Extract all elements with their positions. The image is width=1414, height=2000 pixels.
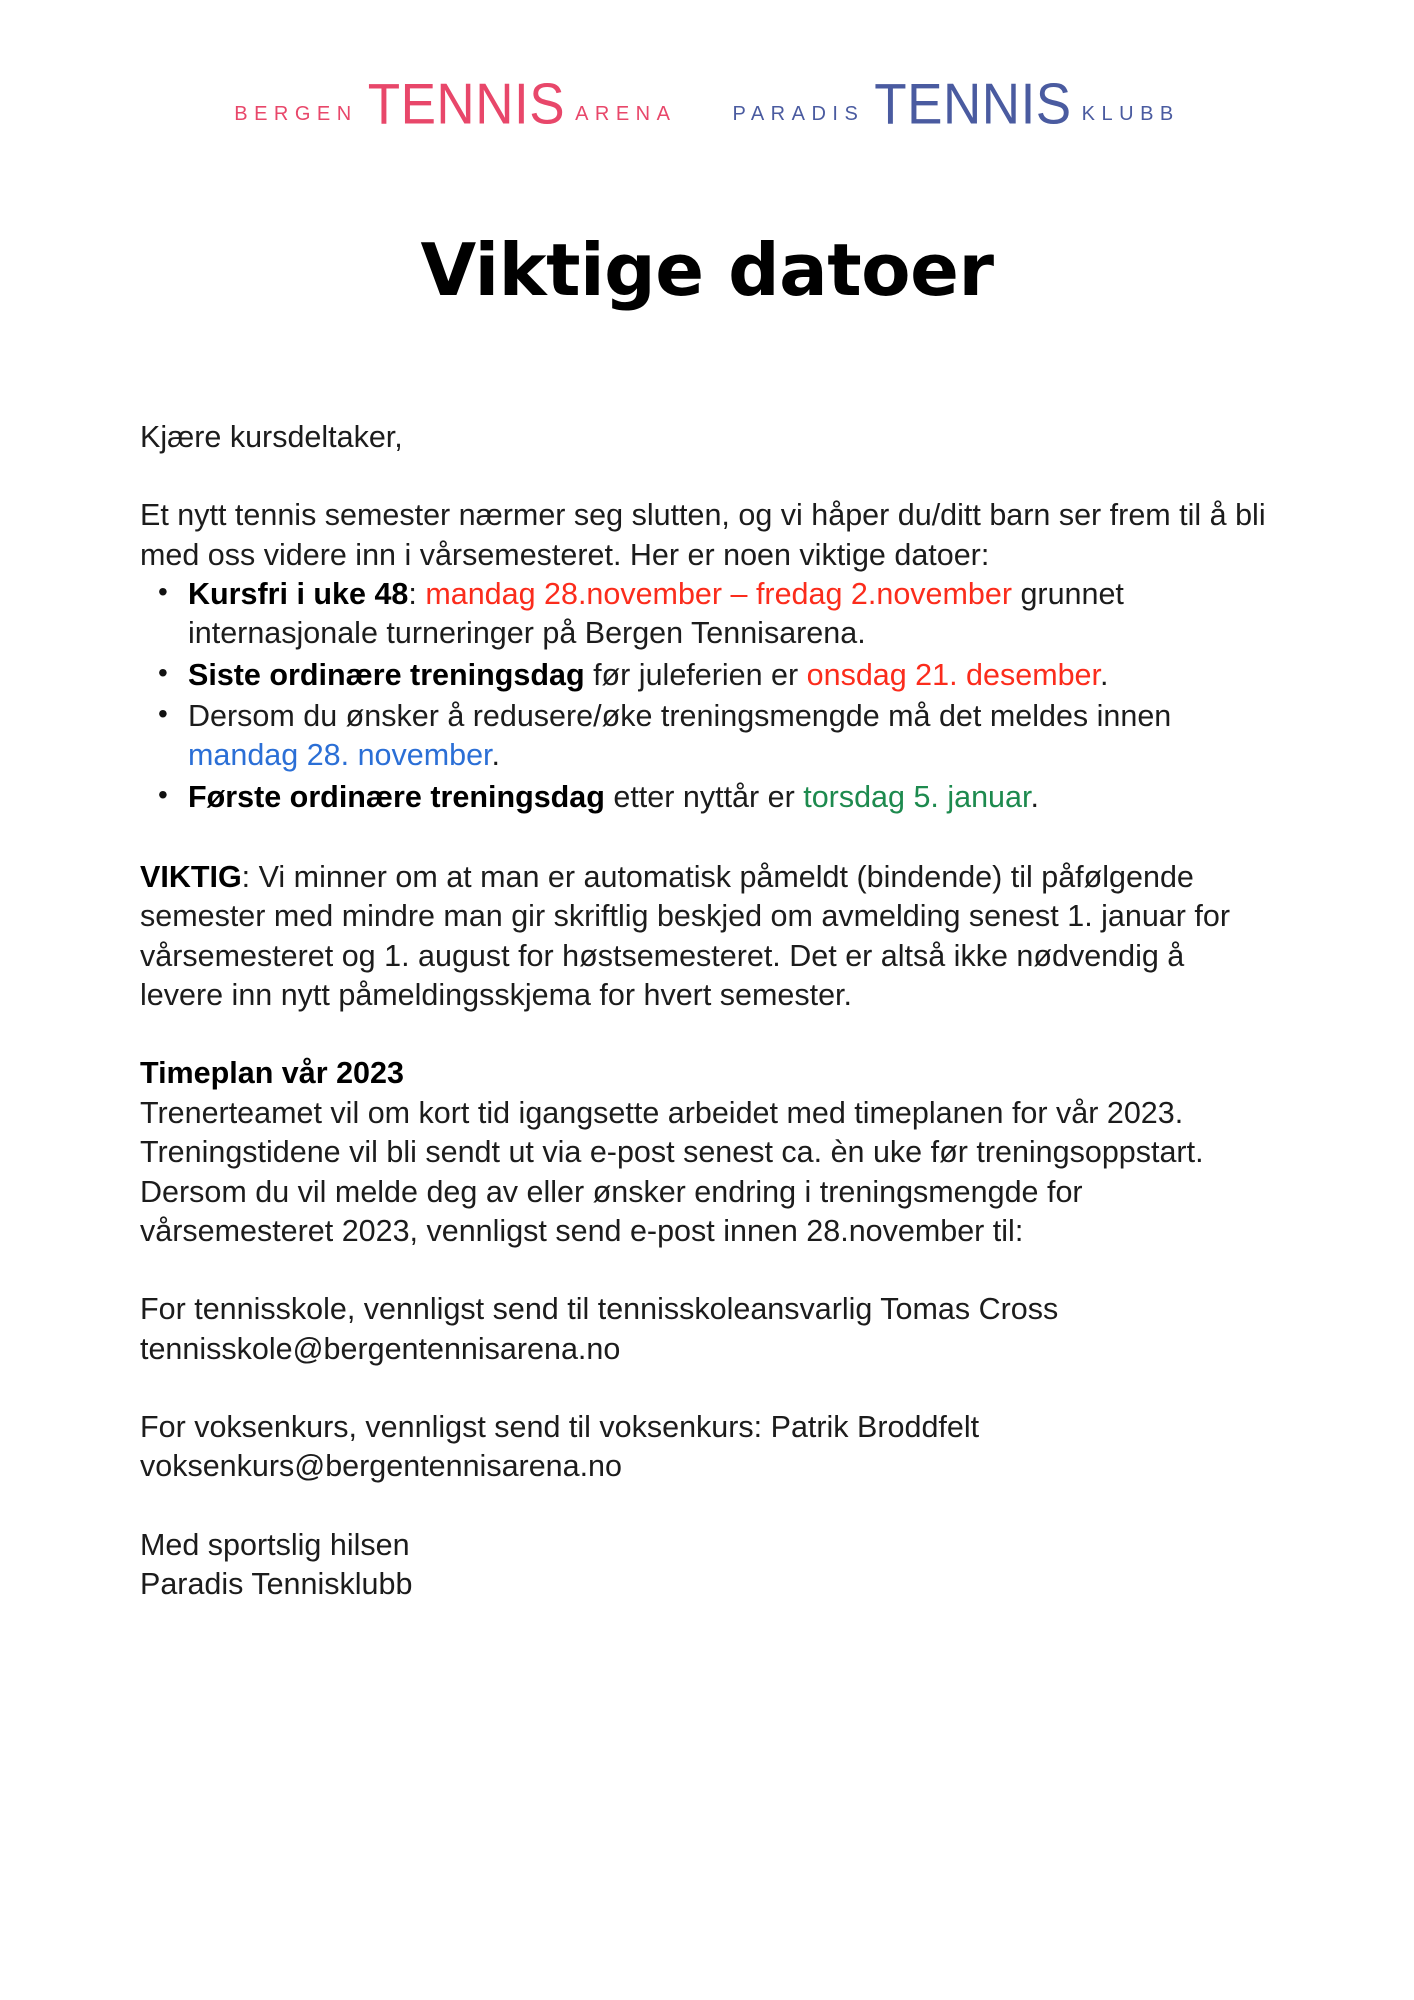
spacer (140, 1487, 1275, 1526)
contact-voksenkurs-line: For voksenkurs, vennligst send til voksenkurs: Patrik Broddfelt (140, 1409, 980, 1444)
logo-paradis-tennis-klubb (732, 72, 1180, 137)
list-item (140, 697, 1275, 776)
bullet-3-lead: etter nyttår er (613, 779, 804, 814)
list-item (140, 656, 1275, 695)
bullet-2-lead: Dersom du ønsker å redusere/øke treningsmengde må det meldes innen (188, 699, 1172, 734)
bullet-1-bold: Siste ordinære treningsdag (188, 657, 585, 692)
contact-tennisskole-email[interactable]: tennisskole@bergentennisarena.no (140, 1331, 621, 1366)
logo-bergen-suffix-text: ARENA (575, 103, 677, 125)
logo-bergen-prefix-text: BERGEN (234, 103, 358, 125)
document-body (140, 418, 1275, 1604)
key-dates-list (140, 575, 1275, 817)
bullet-1-tail: . (1100, 657, 1109, 692)
bullet-0-date: mandag 28.november – fredag 2.november (425, 577, 1012, 612)
greeting-line: Kjære kursdeltaker, (140, 420, 403, 454)
important-notice-paragraph (140, 858, 1275, 1015)
bullet-3-bold: Første ordinære treningsdag (188, 779, 605, 814)
important-text: : Vi minner om at man er automatisk påmeldt (bindende) til påfølgende semester med mindre man gir skriftlig beskjed om avmelding senest 1. januar for vårsemesteret og 1. august for høstsemesteret. Det er altså ikke nødvendig å levere inn nytt påmeldingsskjema for hvert semester. (140, 860, 1230, 1013)
logo-paradis-wordmark: TENNIS (874, 72, 1072, 137)
spacer (140, 819, 1275, 858)
bullet-2-tail: . (491, 738, 500, 773)
bullet-0-tail: grunnet internasjonale turneringer på Bergen Tennisarena. (188, 577, 1124, 651)
spacer (140, 1369, 1275, 1408)
bullet-2-date: mandag 28. november (188, 738, 492, 773)
logo-paradis-suffix-text: KLUBB (1081, 103, 1180, 125)
timeplan-paragraph-1: Trenerteamet vil om kort tid igangsette arbeidet med timeplanen for vår 2023. Treningstidene vil bli sendt ut via e-post senest ca. èn uke før treningsoppstart. (140, 1095, 1204, 1170)
list-item (140, 575, 1275, 654)
logo-bergen-wordmark: TENNIS (367, 72, 566, 137)
bullet-1-sep (585, 658, 593, 692)
spacer (140, 1015, 1275, 1054)
logo-bergen-tennis-arena (234, 72, 677, 137)
spacer (140, 457, 1275, 496)
bullet-0-bold: Kursfri i uke 48 (188, 577, 409, 612)
contact-tennisskole-line: For tennisskole, vennligst send til tennisskoleansvarlig Tomas Cross (140, 1292, 1059, 1327)
bullet-0-sep: : (408, 577, 426, 612)
bullet-3-tail: . (1030, 779, 1039, 814)
timeplan-paragraph-2: Dersom du vil melde deg av eller ønsker endring i treningsmengde for vårsemesteret 2023, vennligst send e-post innen 28.november til: (140, 1174, 1083, 1248)
page-title: Viktige datoer (420, 228, 994, 313)
signoff-line-2: Paradis Tennisklubb (140, 1566, 413, 1601)
contact-voksenkurs-email[interactable]: voksenkurs@bergentennisarena.no (140, 1449, 622, 1484)
bullet-1-date: onsdag 21. desember (806, 657, 1100, 692)
spacer (140, 1251, 1275, 1290)
logo-paradis-prefix-text: PARADIS (732, 103, 865, 125)
intro-paragraph: Et nytt tennis semester nærmer seg slutten, og vi håper du/ditt barn ser frem til å bli med oss videre inn i vårsemesteret. Her er noen viktige datoer: (140, 498, 1266, 572)
timeplan-heading: Timeplan vår 2023 (140, 1056, 404, 1091)
logo-bar (0, 72, 1414, 137)
bullet-1-lead: før juleferien er (593, 657, 807, 692)
list-item (140, 778, 1275, 817)
bullet-3-date: torsdag 5. januar (803, 779, 1031, 814)
important-label: VIKTIG (140, 860, 242, 895)
signoff-line-1: Med sportslig hilsen (140, 1527, 410, 1562)
